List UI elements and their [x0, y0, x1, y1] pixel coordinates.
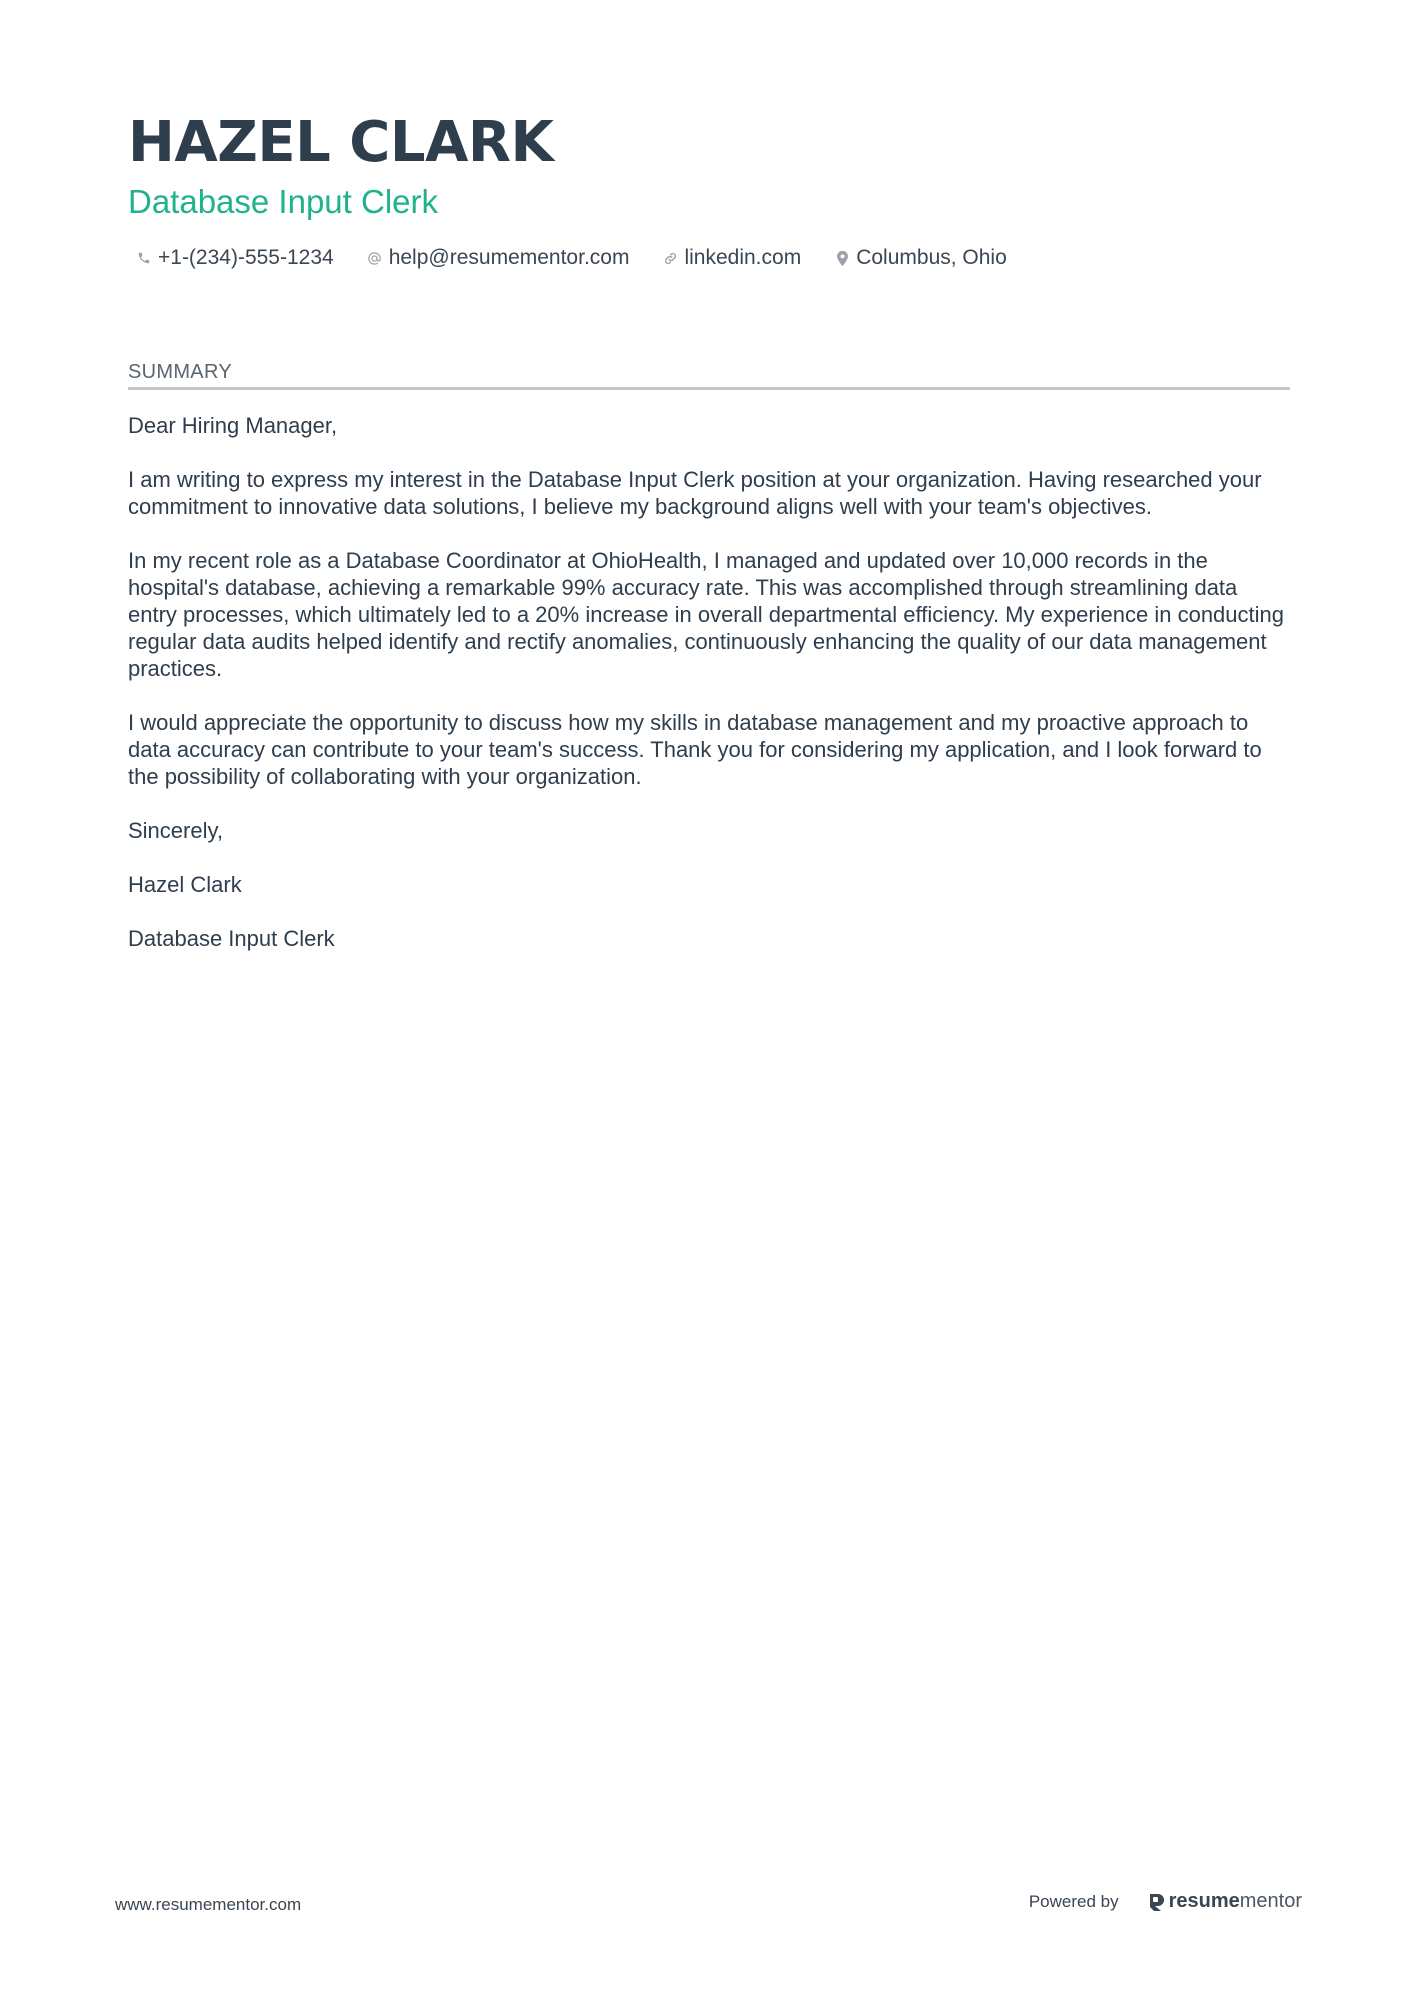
footer-branding: [1029, 1890, 1302, 1913]
footer-website-link[interactable]: www.resumementor.com: [115, 1895, 302, 1914]
paragraph-3: I would appreciate the opportunity to discuss how my skills in database management and my proactive approach to data accuracy can contribute to your team's success. Thank you for considering my application, and I look forward to the possibility of collaborating with your organization.: [128, 710, 1262, 789]
email-text: help@resumementor.com: [388, 246, 630, 269]
map-pin-icon: [834, 247, 850, 269]
section-heading-summary: SUMMARY: [128, 360, 1290, 390]
candidate-name: HAZEL CLARK: [128, 110, 554, 175]
resumementor-logo-icon: [1149, 1892, 1165, 1912]
cover-letter-page: [128, 110, 1290, 979]
letter-body: [128, 412, 1290, 952]
brand-logo-link[interactable]: [1149, 1890, 1302, 1913]
contact-location: [828, 244, 1007, 272]
at-icon: [367, 247, 383, 269]
contact-linkedin: [656, 244, 801, 272]
job-title: Database Input Clerk: [128, 183, 439, 220]
salutation: Dear Hiring Manager,: [128, 413, 338, 438]
linkedin-text: linkedin.com: [684, 246, 802, 269]
paragraph-1: I am writing to express my interest in the Database Input Clerk position at your organization. Having researched your commitment to innovative data solutions, I believe my background aligns well with your team's objectives.: [128, 467, 1262, 519]
link-icon: [662, 247, 678, 269]
phone-icon: [136, 247, 152, 269]
paragraph-2: In my recent role as a Database Coordinator at OhioHealth, I managed and updated over 10,000 records in the hospital's database, achieving a remarkable 99% accuracy rate. This was accomplished through streamlining data entry processes, which ultimately led to a 20% increase in overall departmental efficiency. My experience in conducting regular data audits helped identify and rectify anomalies, continuously enhancing the quality of our data management practices.: [128, 548, 1284, 681]
signature-title: Database Input Clerk: [128, 926, 335, 951]
brand-name-bold: resume: [1168, 1890, 1240, 1912]
powered-by-label: Powered by: [1028, 1891, 1119, 1911]
contact-bar: [128, 244, 1290, 272]
phone-text: +1-(234)-555-1234: [158, 246, 334, 269]
brand-name-light: mentor: [1239, 1890, 1302, 1912]
location-text: Columbus, Ohio: [856, 246, 1007, 269]
signature-name: Hazel Clark: [128, 872, 242, 897]
contact-email: [361, 244, 630, 272]
closing: Sincerely,: [128, 818, 223, 843]
contact-phone: [128, 244, 334, 272]
